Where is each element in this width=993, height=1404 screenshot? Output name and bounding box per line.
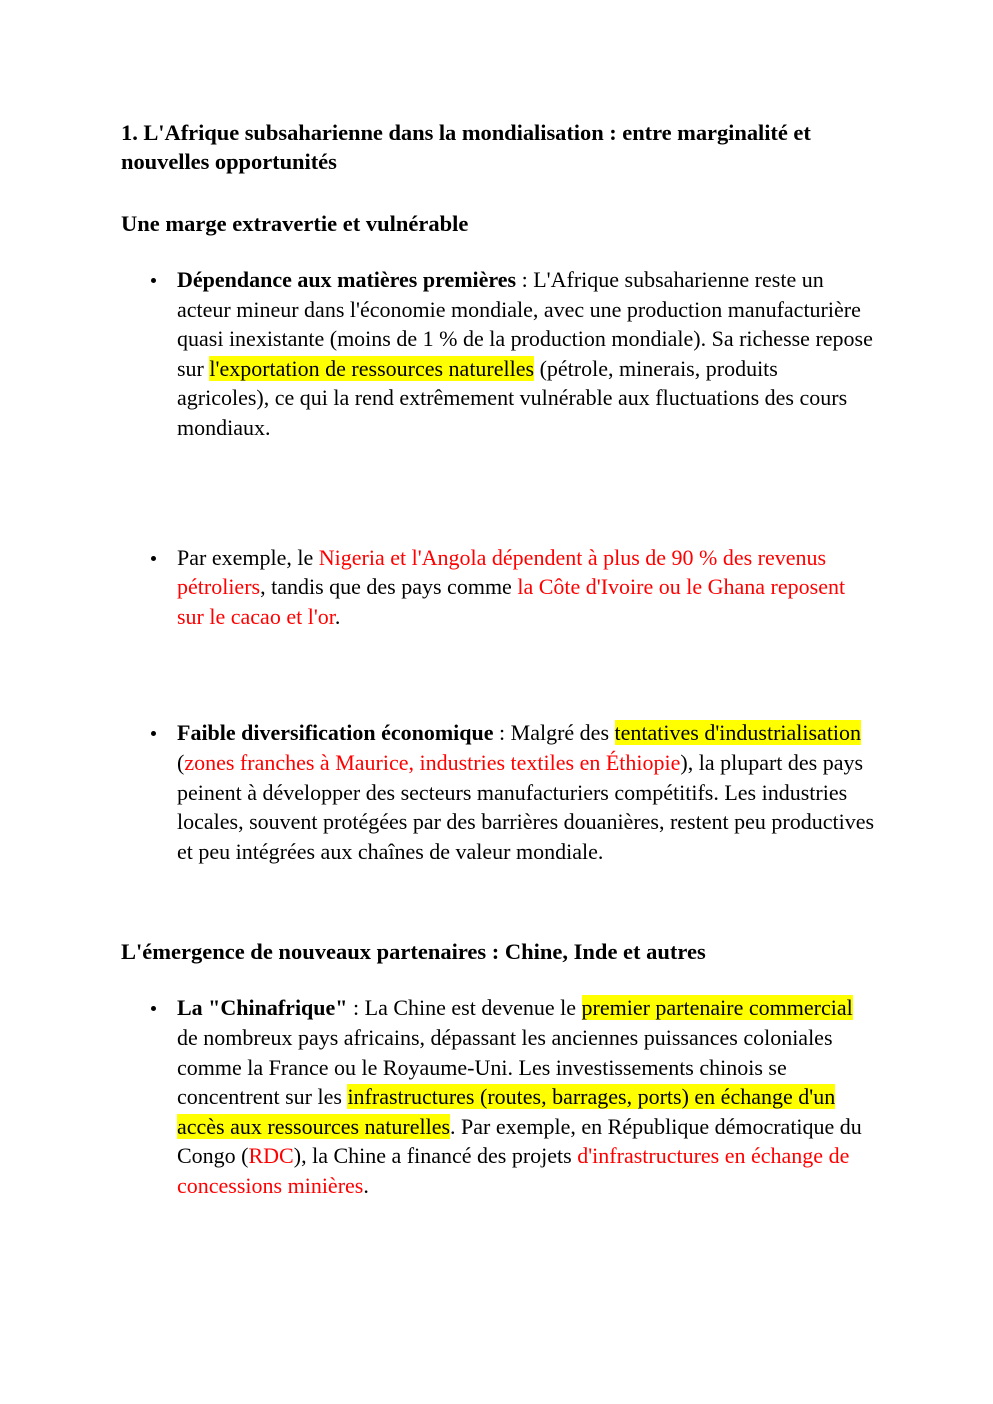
bullet-list-section-1-c — [121, 718, 875, 866]
list-item — [121, 993, 875, 1200]
bullet-body-text: , tandis que des pays comme — [260, 574, 518, 600]
red-emphasis-text: RDC — [248, 1143, 294, 1169]
bullet-separator: : — [516, 267, 534, 292]
red-emphasis-text: la Côte d'Ivoire ou le Ghana reposent sur le cacao et l'or — [177, 574, 846, 629]
red-emphasis-text: d'infrastructures en échange de concessions minières — [177, 1143, 850, 1198]
highlighted-text: tentatives d'industrialisation — [614, 720, 862, 746]
bullet-body-text: Malgré des — [510, 720, 615, 746]
bullet-list-section-1-b — [121, 543, 875, 632]
bullet-body-text: La Chine est devenue le — [364, 995, 582, 1021]
bullet-body-text: Par exemple, le — [177, 544, 319, 570]
bullet-separator: : — [347, 995, 365, 1021]
bullet-lead-term: La "Chinafrique" — [177, 995, 348, 1021]
list-item — [121, 543, 875, 632]
bullet-separator: : — [493, 720, 511, 746]
bullet-body-text: ), la plupart des pays peinent à développer des secteurs manufacturiers compétitifs. Les industries locales, souvent protégées par des barrières douanières, restent peu productives et peu intégrées aux chaînes de valeur mondiale. — [177, 749, 875, 864]
bullet-body-text: . Par exemple, en République démocratique du Congo ( — [177, 1113, 862, 1169]
spacer — [121, 631, 875, 718]
spacer — [121, 866, 875, 937]
list-item — [121, 718, 875, 866]
spacer — [121, 176, 875, 209]
highlighted-text: premier partenaire commercial — [581, 995, 853, 1021]
bullet-body-text: (pétrole, minerais, produits agricoles), ce qui la rend extrêmement vulnérable aux fluctuations des cours mondiaux. — [177, 355, 848, 440]
spacer — [121, 238, 875, 265]
bullet-body-text: ), la Chine a financé des projets — [293, 1143, 578, 1169]
highlighted-text: l'exportation de ressources naturelles — [209, 355, 535, 381]
red-emphasis-text: Nigeria et l'Angola dépendent à plus de 90 % des revenus pétroliers — [177, 544, 827, 600]
section-heading-2: L'émergence de nouveaux partenaires : Chine, Inde et autres — [121, 939, 706, 965]
bullet-body-text: . — [334, 603, 341, 629]
red-emphasis-text: zones franches à Maurice, industries textiles en Éthiopie — [184, 749, 681, 775]
list-item — [121, 265, 875, 443]
spacer — [121, 966, 875, 993]
bullet-body-text: L'Afrique subsaharienne reste un acteur mineur dans l'économie mondiale, avec une production manufacturière quasi inexistante (moins de 1 % de la production mondiale). Sa richesse repose sur — [177, 267, 873, 381]
bullet-body-text: ( — [177, 749, 185, 775]
bullet-list-section-2 — [121, 993, 875, 1200]
section-heading-1: Une marge extravertie et vulnérable — [121, 211, 469, 236]
bullet-lead-term: Faible diversification économique — [177, 720, 494, 746]
bullet-body-text: . — [363, 1172, 369, 1198]
bullet-body-text: de nombreux pays africains, dépassant les anciennes puissances coloniales comme la France ou le Royaume-Uni. Les investissements chinois se concentrent sur les — [177, 1024, 833, 1110]
bullet-lead-term: Dépendance aux matières premières — [177, 267, 517, 292]
highlighted-text: infrastructures (routes, barrages, ports) en échange d'un accès aux ressources naturelles — [177, 1084, 836, 1139]
bullet-list-section-1 — [121, 265, 875, 443]
page-title: 1. L'Afrique subsaharienne dans la mondialisation : entre marginalité et nouvelles opportunités — [121, 120, 811, 174]
spacer — [121, 443, 875, 543]
